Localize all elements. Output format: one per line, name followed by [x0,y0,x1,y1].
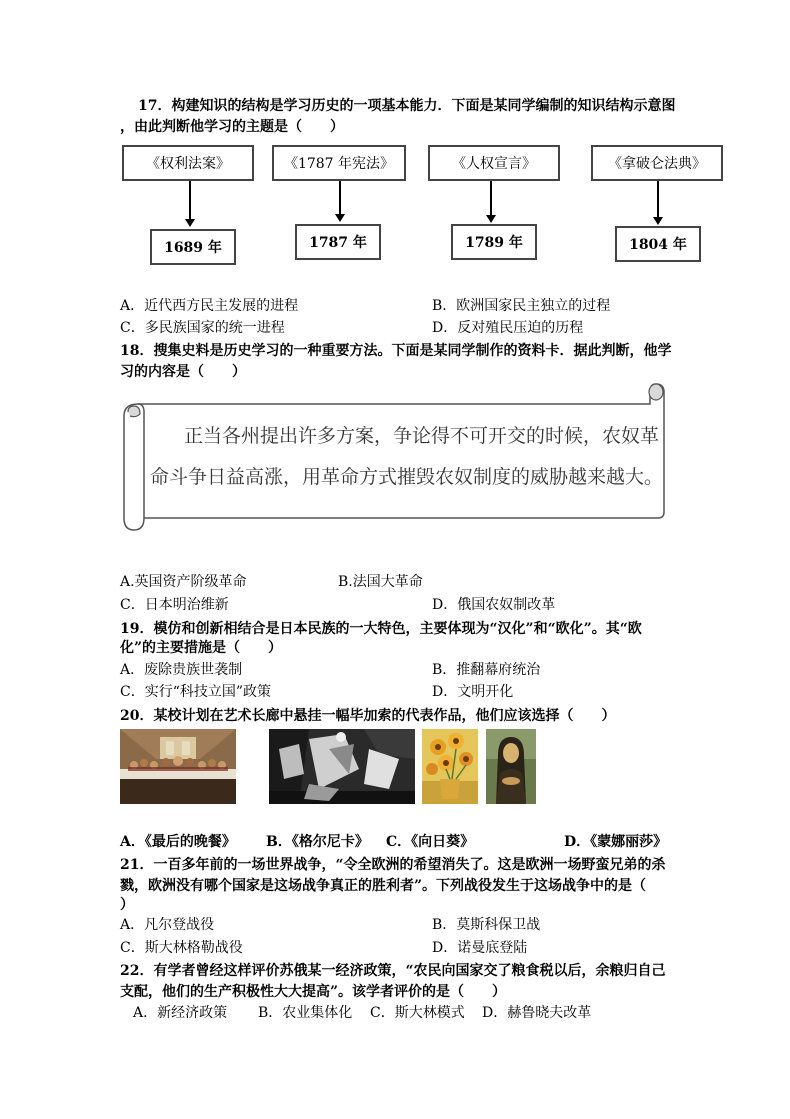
painting-sunflowers [422,729,478,804]
painting-last-supper [120,729,236,804]
q18-stem-line1: 18．搜集史料是历史学习的一种重要方法。下面是某同学制作的资料卡．据此判断，他学 [120,343,672,359]
q21-stem-line3: ） [120,897,134,913]
q17-option-a: A．近代西方民主发展的进程 [120,298,299,314]
q18-option-b: B.法国大革命 [338,574,423,590]
q19-stem-line1: 19．模仿和创新相结合是日本民族的一大特色，主要体现为“汉化”和“欧化”。其“欧 [120,621,642,637]
q22-stem-line1: 22．有学者曾经这样评价苏俄某一经济政策，“农民向国家交了粮食税以后，余粮归自己 [120,963,666,979]
q17-option-c: C．多民族国家的统一进程 [120,320,285,336]
q20-option-d: D．《蒙娜丽莎》 [564,834,668,850]
q17-year-box-2: 1787 年 [295,224,381,260]
q18-card-text-line1: 正当各州提出许多方案，争论得不可开交的时候，农奴革 [184,425,660,447]
q18-option-a: A.英国资产阶级革命 [120,574,247,590]
q18-card-text-line2: 命斗争日益高涨，用革命方式摧毁农奴制度的威胁越来越大。 [150,466,664,488]
q17-arrowhead-2 [335,214,345,222]
q21-stem-line2: 戮，欧洲没有哪个国家是这场战争真正的胜利者”。下列战役发生于这场战争中的是（ [120,878,647,894]
q17-option-d: D．反对殖民压迫的历程 [432,320,584,336]
q17-arrow-3 [490,181,492,217]
q20-option-b: B．《格尔尼卡》 [266,834,369,850]
q19-stem-line2: 化”的主要措施是（ ） [120,640,283,656]
q21-option-d: D．诺曼底登陆 [432,940,528,956]
q17-arrowhead-3 [486,215,496,223]
q20-option-a: A．《最后的晚餐》 [120,834,236,850]
q20-option-c: C．《向日葵》 [386,834,475,850]
q21-stem-line1: 21．一百多年前的一场世界战争，“令全欧洲的希望消失了。这是欧洲一场野蛮兄弟的杀 [120,857,666,873]
q17-doc-box-2: 《1787 年宪法》 [272,145,406,181]
q17-year-box-1: 1689 年 [150,229,236,265]
q22-option-b: B．农业集体化 [258,1005,353,1021]
q18-option-d: D．俄国农奴制改革 [432,597,556,613]
q22-option-a: A．新经济政策 [133,1005,228,1021]
q17-doc-box-3: 《人权宣言》 [428,145,560,181]
painting-mona-lisa [486,729,536,804]
q17-stem-line2: ，由此判断他学习的主题是（ ） [120,119,344,135]
q18-scroll-card [118,382,668,534]
q19-option-d: D．文明开化 [432,684,514,700]
q21-option-c: C．斯大林格勒战役 [120,940,243,956]
painting-guernica [269,729,415,804]
q17-year-box-4: 1804 年 [615,226,701,262]
q22-option-c: C．斯大林模式 [370,1005,465,1021]
q17-stem-line1: 17．构建知识的结构是学习历史的一项基本能力．下面是某同学编制的知识结构示意图 [138,98,676,114]
q17-arrow-4 [657,181,659,219]
q17-option-b: B．欧洲国家民主独立的过程 [432,298,611,314]
q19-option-c: C．实行“科技立国”政策 [120,684,272,700]
q17-arrowhead-4 [653,217,663,225]
q17-arrow-2 [339,181,341,216]
q21-option-a: A．凡尔登战役 [120,917,215,933]
q22-option-d: D．赫鲁晓夫改革 [482,1005,592,1021]
q19-option-a: A．废除贵族世袭制 [120,662,243,678]
q18-option-c: C．日本明治维新 [120,597,229,613]
q17-year-box-3: 1789 年 [451,224,537,260]
q20-stem: 20．某校计划在艺术长廊中悬挂一幅毕加索的代表作品，他们应该选择（ ） [120,708,616,724]
q22-stem-line2: 支配，他们的生产积极性大大提高”。该学者评价的是（ ） [120,984,507,1000]
q17-arrowhead-1 [185,219,195,227]
q17-doc-box-4: 《拿破仑法典》 [591,145,723,181]
q17-doc-box-1: 《权利法案》 [122,145,254,181]
q18-stem-line2: 习的内容是（ ） [120,364,246,380]
q19-option-b: B．推翻幕府统治 [432,662,541,678]
q17-arrow-1 [189,181,191,221]
q21-option-b: B．莫斯科保卫战 [432,917,541,933]
